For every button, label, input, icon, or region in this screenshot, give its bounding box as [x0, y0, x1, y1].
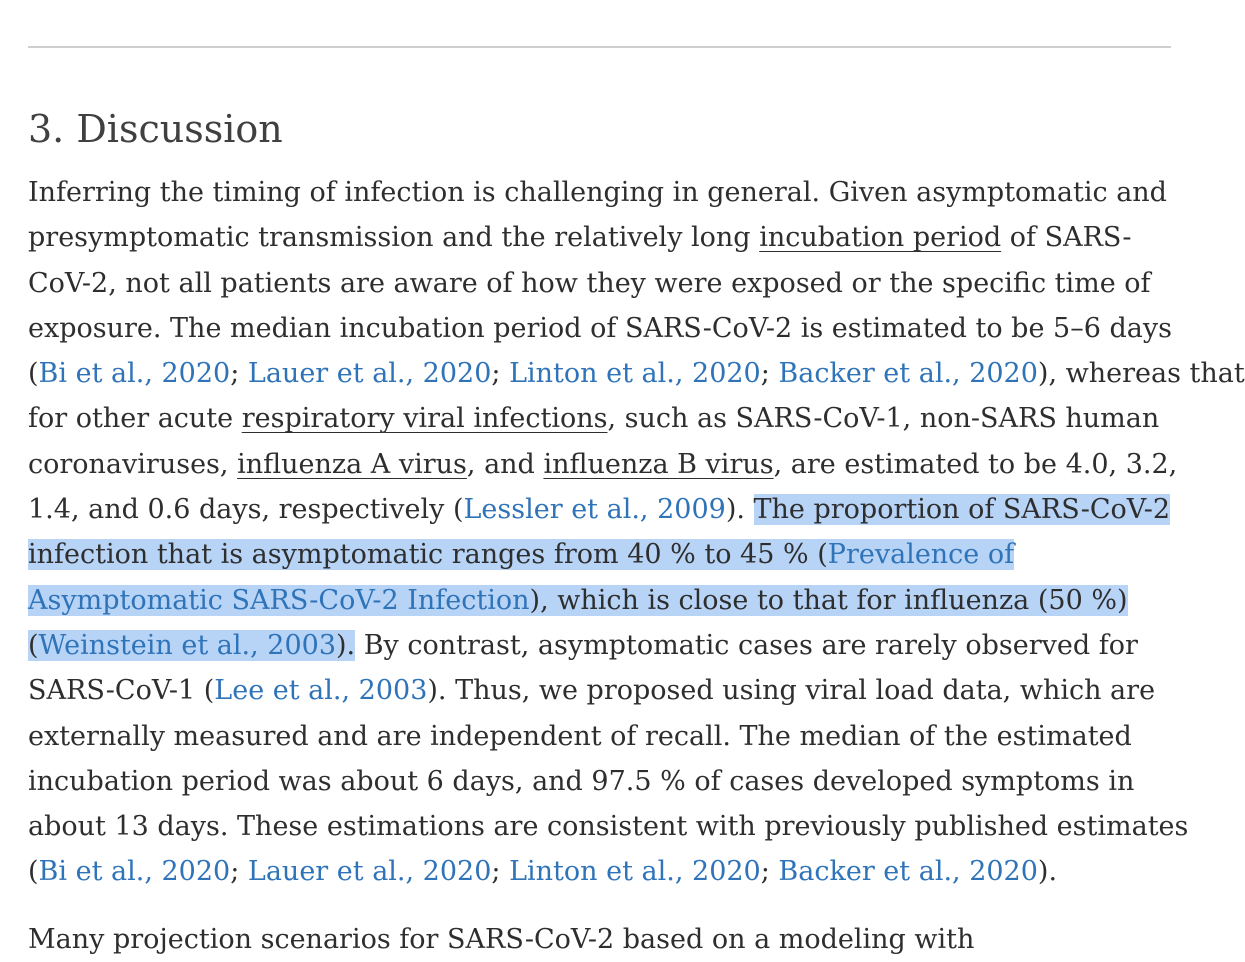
- text-run: about 13 days. These estimations are consistent with previously published estimates: [28, 811, 1189, 843]
- text-run: ).: [1037, 856, 1058, 888]
- citation-link-linton-2020[interactable]: Linton et al., 2020: [509, 358, 761, 390]
- text-run: ;: [491, 856, 510, 888]
- paragraph-line: [28, 578, 1178, 623]
- citation-link-backer-2020[interactable]: Backer et al., 2020: [778, 358, 1038, 390]
- paragraph-line: [28, 532, 1178, 577]
- text-run: (: [28, 358, 39, 390]
- text-run: (: [28, 856, 39, 888]
- text-run: infection that is asymptomatic ranges from 40 % to 45 % (: [28, 539, 828, 571]
- citation-link-lessler-2009[interactable]: Lessler et al., 2009: [463, 494, 726, 526]
- paragraph-line: [28, 306, 1178, 351]
- section-divider: [28, 46, 1171, 48]
- term-link-incubation-period[interactable]: incubation period: [759, 222, 1002, 254]
- paragraph-line: [28, 396, 1178, 441]
- citation-link-weinstein-2003[interactable]: Weinstein et al., 2003: [38, 629, 336, 661]
- paragraph-line: [28, 351, 1245, 396]
- text-run: coronaviruses,: [28, 448, 238, 480]
- term-link-respiratory-viral-infections[interactable]: respiratory viral infections: [241, 403, 608, 435]
- text-run: CoV-2, not all patients are aware of how they were exposed or the specific time of: [28, 267, 1151, 299]
- text-run: SARS-CoV-1 (: [28, 675, 215, 707]
- text-run: , and: [466, 448, 544, 480]
- text-run: ), whereas that: [1037, 358, 1245, 390]
- section-heading: 3. Discussion: [28, 107, 283, 151]
- text-run: ;: [230, 856, 248, 888]
- next-paragraph-partial: Many projection scenarios for SARS-CoV-2 based on a modeling with: [28, 924, 975, 955]
- paragraph-line: [28, 849, 1178, 894]
- paragraph-line: [28, 487, 1178, 532]
- citation-link-bi-2020[interactable]: Bi et al., 2020: [38, 856, 231, 888]
- text-run: incubation period was about 6 days, and 97.5 % of cases developed symptoms in: [28, 765, 1135, 797]
- citation-link-linton-2020[interactable]: Linton et al., 2020: [509, 856, 761, 888]
- selected-text[interactable]: The proportion of SARS-CoV-2: [753, 494, 1171, 526]
- discussion-paragraph: [28, 170, 1245, 895]
- citation-link-prevalence-asymptomatic[interactable]: Asymptomatic SARS-CoV-2 Infection: [28, 584, 530, 616]
- text-run: By contrast, asymptomatic cases are rarely observed for: [355, 629, 1138, 661]
- paragraph-line: [28, 804, 1189, 849]
- text-run: for other acute: [28, 403, 242, 435]
- selected-text[interactable]: [28, 630, 355, 661]
- citation-link-prevalence-asymptomatic[interactable]: Prevalence of: [827, 539, 1015, 571]
- citation-link-lauer-2020[interactable]: Lauer et al., 2020: [247, 358, 492, 390]
- citation-link-lauer-2020[interactable]: Lauer et al., 2020: [247, 856, 492, 888]
- text-run: of SARS-: [1001, 222, 1132, 254]
- text-run: ), which is close to that for influenza (50 %): [529, 584, 1128, 616]
- citation-link-bi-2020[interactable]: Bi et al., 2020: [38, 358, 231, 390]
- paragraph-line: [28, 215, 1178, 260]
- text-run: ).: [336, 629, 356, 661]
- term-link-influenza-b-virus[interactable]: influenza B virus: [543, 448, 774, 480]
- text-run: (: [28, 629, 39, 661]
- citation-link-backer-2020[interactable]: Backer et al., 2020: [778, 856, 1038, 888]
- text-run: ;: [491, 358, 510, 390]
- term-link-influenza-a-virus[interactable]: influenza A virus: [237, 448, 467, 480]
- selected-text[interactable]: [28, 585, 1128, 616]
- text-run: ;: [760, 856, 779, 888]
- text-run: ). Thus, we proposed using viral load data, which are: [427, 675, 1156, 707]
- text-run: exposure. The median incubation period of SARS-CoV-2 is estimated to be 5–6 days: [28, 312, 1172, 344]
- paragraph-line: [28, 623, 1178, 668]
- citation-link-lee-2003[interactable]: Lee et al., 2003: [214, 675, 428, 707]
- selected-text[interactable]: [28, 539, 1014, 570]
- paragraph-line: [28, 759, 1178, 804]
- paragraph-line: [28, 261, 1178, 306]
- text-run: , are estimated to be 4.0, 3.2,: [773, 448, 1178, 480]
- paragraph-line: [28, 714, 1178, 759]
- paragraph-line: [28, 170, 1178, 215]
- text-run: presymptomatic transmission and the relatively long: [28, 222, 760, 254]
- text-run: externally measured and are independent of recall. The median of the estimated: [28, 720, 1132, 752]
- text-run: ;: [760, 358, 779, 390]
- text-run: Inferring the timing of infection is challenging in general. Given asymptomatic and: [28, 177, 1167, 208]
- text-run: ).: [725, 494, 754, 526]
- text-run: , such as SARS-CoV-1, non-SARS human: [607, 403, 1160, 435]
- text-run: 1.4, and 0.6 days, respectively (: [28, 494, 464, 526]
- paragraph-line: [28, 668, 1178, 713]
- paragraph-line: [28, 442, 1178, 487]
- text-run: ;: [230, 358, 248, 390]
